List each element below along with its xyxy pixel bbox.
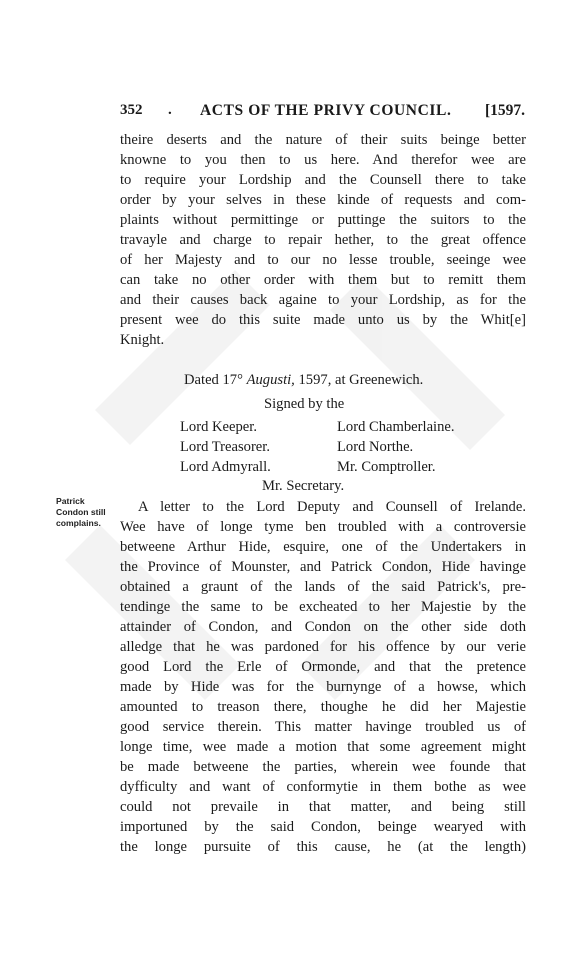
text-line: order by your selves in these kinde of requests and com-: [120, 192, 526, 208]
text-line: Knight.: [120, 332, 165, 348]
text-line: and their causes back againe to your Lordship, as for the: [120, 292, 526, 308]
date-month: Augusti,: [246, 372, 295, 388]
text-line: made by Hide was for the burnynge of a howse, which: [120, 679, 526, 695]
margin-note-line: complains.: [56, 518, 101, 528]
text-line: could not prevaile in that matter, and being still: [120, 799, 526, 815]
header-separator: .: [168, 102, 172, 118]
text-line: obtained a graunt of the lands of the said Patrick's, pre-: [120, 579, 526, 595]
margin-note-line: Patrick: [56, 496, 85, 506]
date-suffix: 1597, at Greenewich.: [298, 372, 424, 388]
text-line: to require your Lordship and the Counsell there to take: [120, 172, 526, 188]
date-line: [184, 370, 423, 390]
signatory: Lord Keeper.: [180, 419, 257, 435]
text-line: theire deserts and the nature of their suits beinge better: [120, 132, 526, 148]
text-line: A letter to the Lord Deputy and Counsell of Irelande.: [138, 499, 526, 515]
text-line: importuned by the said Condon, beinge wearyed with: [120, 819, 526, 835]
text-line: of her Majesty and to our no lesse trouble, seeinge wee: [120, 252, 526, 268]
text-line: knowne to you then to us here. And therefor wee are: [120, 152, 526, 168]
text-line: amounted to treason there, thoughe he did her Majestie: [120, 699, 526, 715]
text-line: be made betweene the parties, wherein wee founde that: [120, 759, 526, 775]
running-title: ACTS OF THE PRIVY COUNCIL.: [200, 102, 452, 119]
margin-note-line: Condon still: [56, 507, 106, 517]
text-line: betweene Arthur Hide, esquire, one of the Undertakers in: [120, 539, 526, 555]
text-line: the Province of Mounster, and Patrick Condon, Hide havinge: [120, 559, 526, 575]
signatory: Lord Northe.: [337, 439, 414, 455]
header-year: [1597.: [484, 102, 525, 119]
date-prefix: Dated 17°: [184, 372, 243, 388]
text-line: dyfficulty and want of conformytie in them bothe as wee: [120, 779, 526, 795]
signatory: Mr. Secretary.: [262, 478, 345, 494]
text-line: good Lord the Erle of Ormonde, and that the pretence: [120, 659, 526, 675]
text-line: attainder of Condon, and Condon on the other side doth: [120, 619, 526, 635]
text-line: Wee have of longe tyme ben troubled with a controversie: [120, 519, 526, 535]
text-line: present wee do this suite made unto us by the Whit[e]: [120, 312, 526, 328]
text-line: alledge that he was pardoned for his offence by our verie: [120, 639, 526, 655]
text-line: longe time, wee made a motion that some agreement might: [120, 739, 526, 755]
signatory: Lord Admyrall.: [180, 459, 271, 475]
text-line: good service therein. This matter havinge troubled us of: [120, 719, 526, 735]
running-header: [120, 102, 525, 122]
signatory: Lord Treasorer.: [180, 439, 270, 455]
text-line: travayle and charge to repair hether, to the great offence: [120, 232, 526, 248]
text-line: the longe pursuite of this cause, he (at the length): [120, 839, 526, 855]
margin-note: [56, 496, 116, 529]
text-line: can take no other order with them but to remitt them: [120, 272, 526, 288]
text-line: tendinge the same to be excheated to her Majestie by the: [120, 599, 526, 615]
signatory: Mr. Comptroller.: [337, 459, 436, 475]
page-number: 352: [120, 102, 143, 118]
text-line: plaints without permittinge or puttinge the suitors to the: [120, 212, 526, 228]
signed-by-line: Signed by the: [264, 396, 345, 412]
signatory: Lord Chamberlaine.: [337, 419, 455, 435]
